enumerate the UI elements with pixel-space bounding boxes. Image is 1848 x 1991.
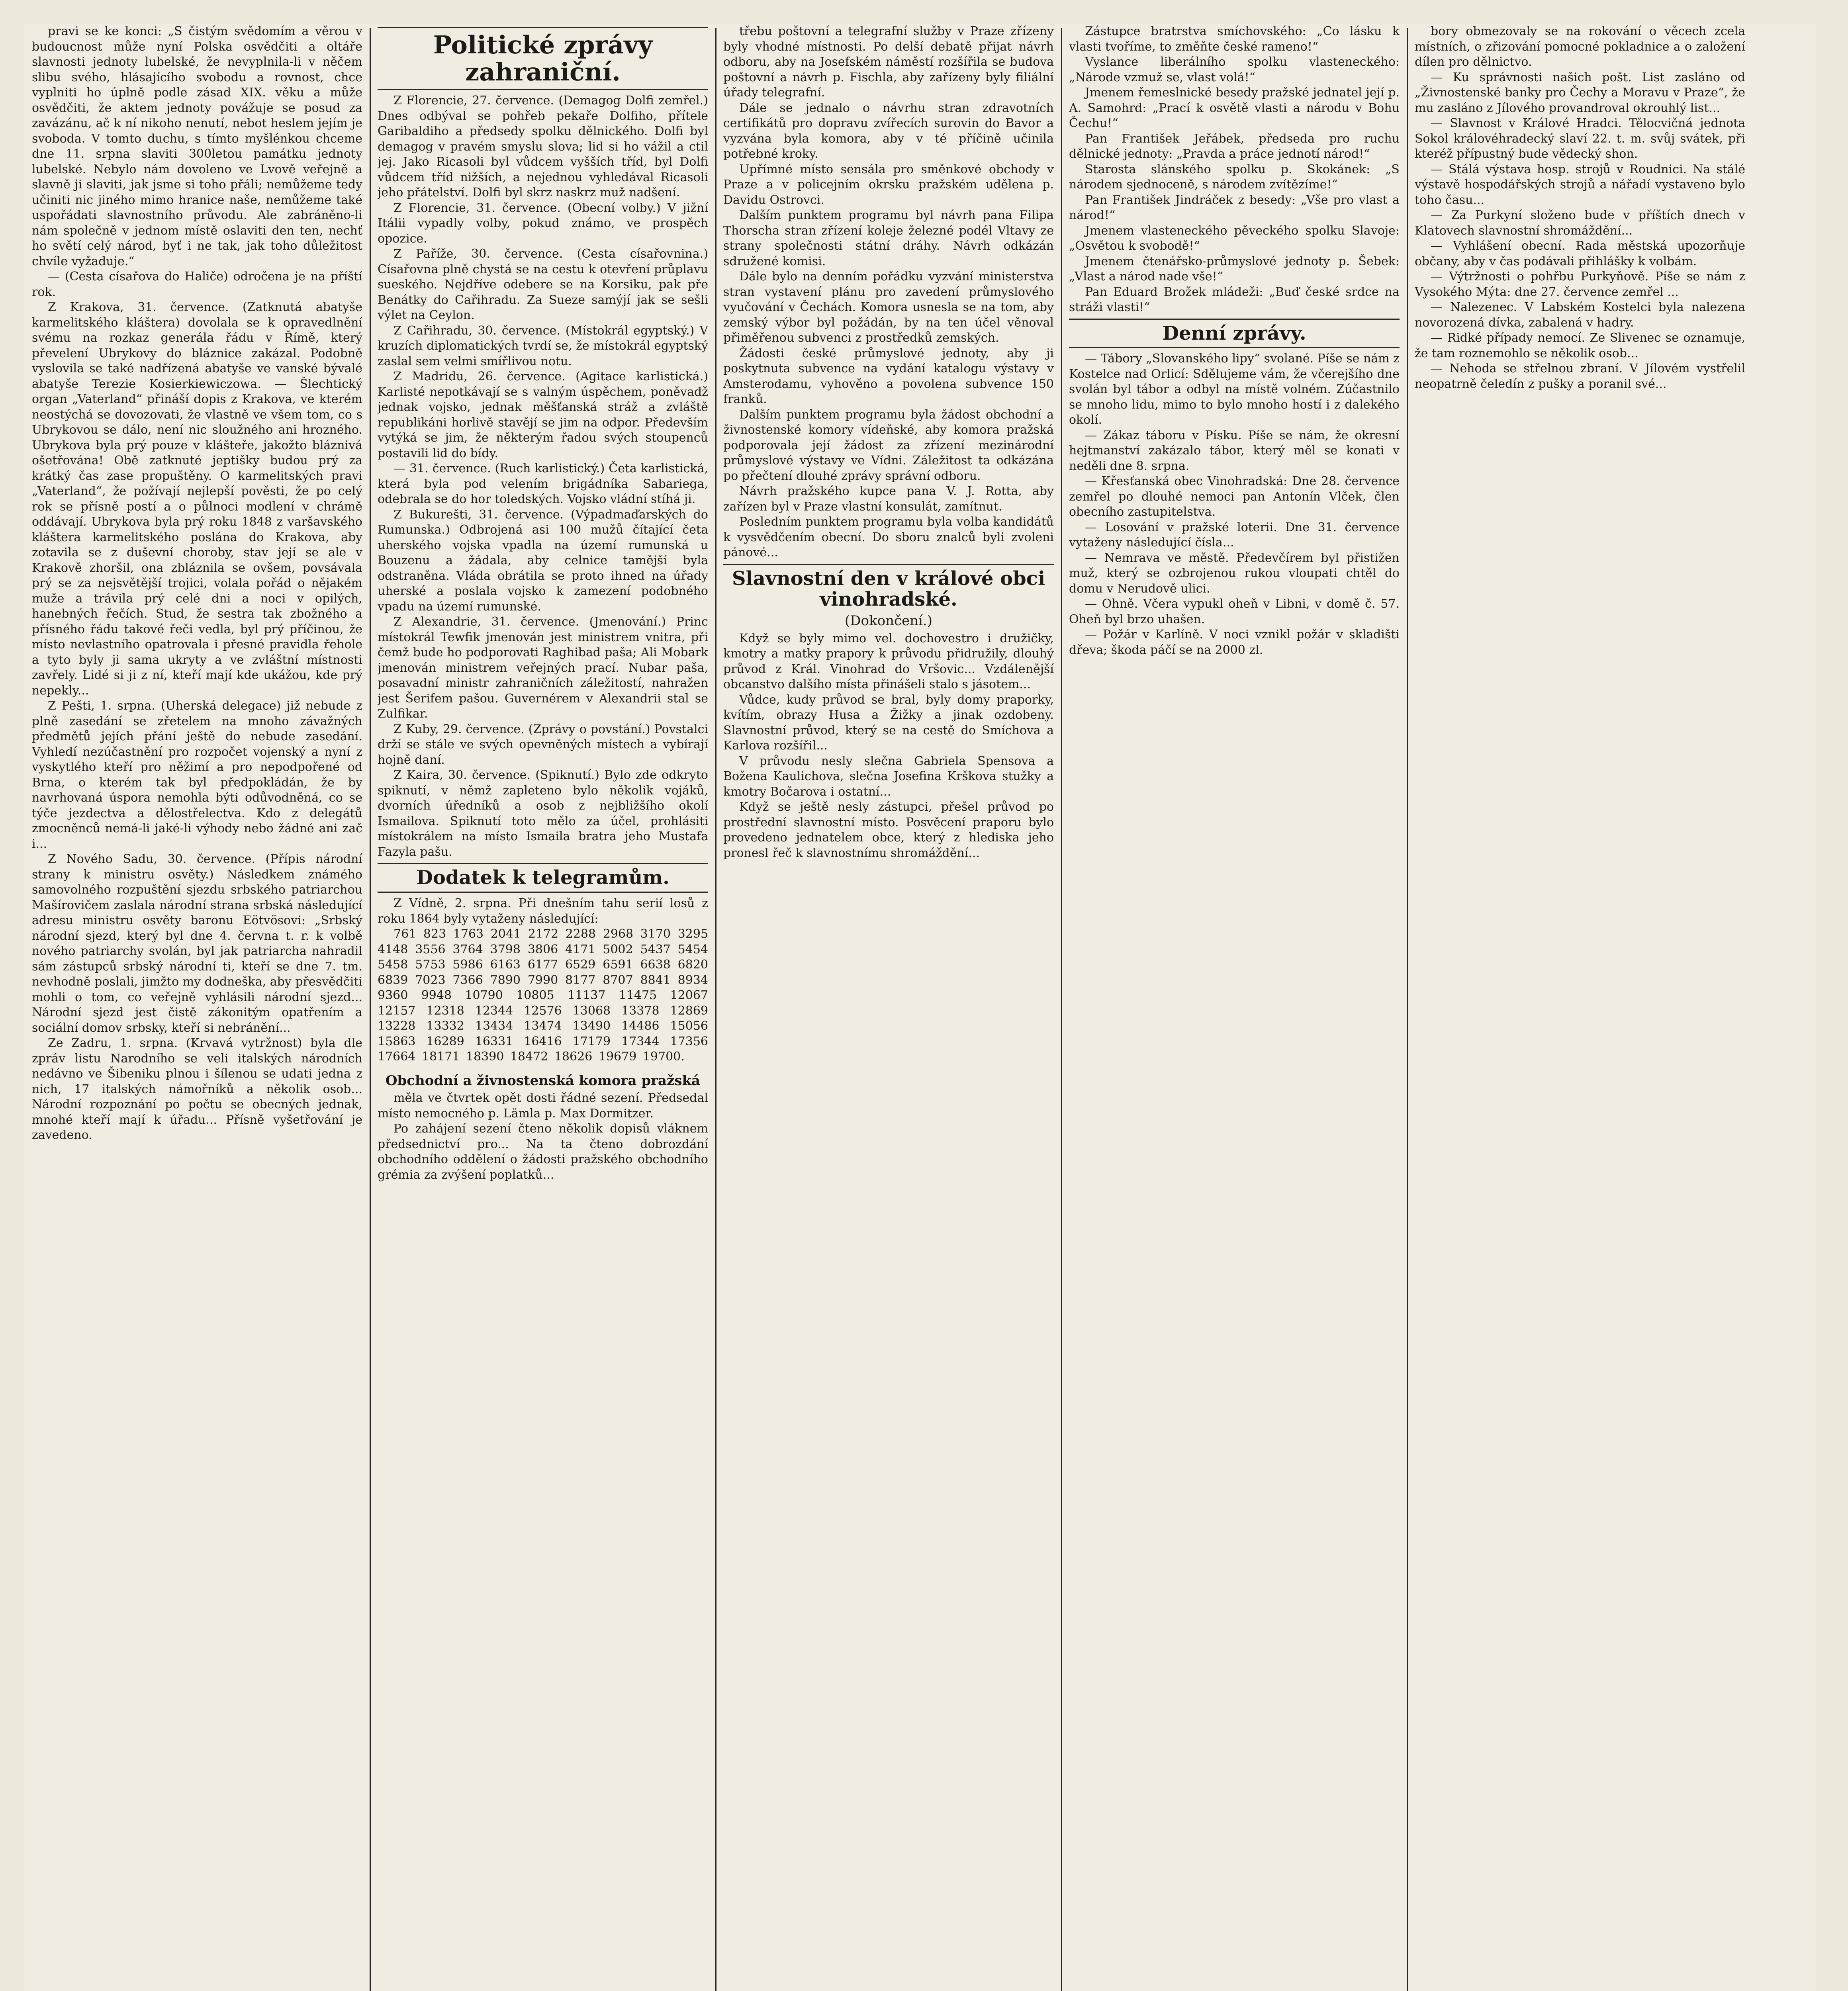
section-heading-telegrams: Dodatek k telegramům. <box>416 866 670 889</box>
article-paragraph: Starosta slánského spolku p. Skokánek: „S národem sjednoceně, s národem zvítězíme!“ <box>1069 162 1400 192</box>
article-paragraph: Vůdce, kudy průvod se bral, byly domy praporky, kvítím, obrazy Husa a Žižky a jinak ozdobeny. Slavnostní průvod, který se na cestě do Smíchova a Karlova rozšířil... <box>723 692 1054 753</box>
article-paragraph: — Křesťanská obec Vinohradská: Dne 28. července zemřel po dlouhé nemoci pan Antonín Vlček, člen obecního zastupitelstva. <box>1069 474 1400 519</box>
section-rule <box>723 564 1054 565</box>
article-paragraph: Z Pešti, 1. srpna. (Uherská delegace) již nebude z plně zasedání se zřetelem na mnoho závažných předmětů jejích přání ještě do nebude zasedání. Vyhledí nezúčastnění pro rozpočet vojenský a nyní z vyskytlého kteří pro něžimí a pro nepodpořené od Brna, o kterém tak byl předpokládán, že by navrhovaná úspora nemohla býti odůvodněná, co se týče jezdectva a dělostřelectva. Kdo z delegátů zmocněnců nemá-li jaké-li výhody nebo žádné ani zač i... <box>32 699 362 851</box>
article-paragraph: — Tábory „Slovanského lipy“ svolané. Píše se nám z Kostelce nad Orlicí: Sdělujeme vám, že včerejšího dne svolán byl tábor a odbyl na místě volném. Zúčastnilo se mnoho lidu, mimo to bylo mnoho hostí i z dalekého okolí. <box>1069 352 1400 427</box>
article-paragraph: Dále bylo na denním pořádku vyzvání ministerstva stran vystavení plánu pro zavedení průmyslového vyučování v Čechách. Komora usnesla se na tom, aby zemský výbor byl požádán, by na ten účel věnoval přiměřenou subvenci z prostředků zemských. <box>723 270 1054 345</box>
article-paragraph: Dalším punktem programu byla žádost obchodní a živnostenské komory vídeňské, aby komora pražská podporovala její žádost za zřízení mezinárodní průmyslové výstavy ve Vídni. Záležitost ta odkázána po přečtení dlouhé zprávy správní odboru. <box>723 407 1054 483</box>
article-paragraph: Z Nového Sadu, 30. července. (Přípis národní strany k ministru osvěty.) Následkem známého samovolného rozpuštění sjezdu srbského patriarchou Mašírovičem zaslala národní strana srbská následující adresu ministru osvěty baronu Eötvösovi: „Srbský národní sjezd, který byl dne 4. června t. r. k volbě nového patriarchy svolán, byl jak patriarcha nahradil sám zástupců srbský národní ti, kteří se dne 7. tm. nevhodně poslali, jimžto my dodneška, aby přesvědčiti mohli o tom, co veřejně vyhlásili národní sjezd... Národní sjezd jest čistě zákonitým opatřením a sociální domov srbsky, kteří si nebránění... <box>32 852 362 1035</box>
column-2 <box>378 24 708 1991</box>
article-paragraph: — Losování v pražské loterii. Dne 31. července vytaženy následující čísla... <box>1069 520 1400 550</box>
article-paragraph: Dále se jednalo o návrhu stran zdravotních certifikátů pro dopravu zvířecích surovin do Bavor a vyzvána byla komora, aby v té příčině učinila potřebné kroky. <box>723 101 1054 161</box>
article-paragraph: — Za Purkyní složeno bude v příštích dnech v Klatovech slavnostní shromáždění... <box>1415 208 1745 238</box>
article-paragraph: Z Kaira, 30. července. (Spiknutí.) Bylo zde odkryto spiknutí, v němž zapleteno bylo několik vojáků, dvorních úředníků a osob z nejbližšího okolí Ismailova. Spiknutí toto mělo za účel, prohlásiti místokrálem na místo Ismaila bratra jeho Mustafa Fazyla pašu. <box>378 768 708 859</box>
column-rule <box>1407 28 1408 1991</box>
article-paragraph: Z Bukurešti, 31. července. (Výpadmaďarských do Rumunska.) Odbrojená asi 100 mužů čítající četa uherského vojska vpadla na území rumunská u Bouzenu a žádala, aby celnice tamější byla odstraněna. Vláda obrátila se proto ihned na úřady uherské a poslala vojsko k zamezení podobného vpadu na území rumunské. <box>378 507 708 614</box>
article-paragraph: — Stálá výstava hosp. strojů v Roudnici. Na stálé výstavě hospodářských strojů a nářadí vystaveno bylo toho času... <box>1415 162 1745 207</box>
article-paragraph: Upřímné místo sensála pro směnkové obchody v Praze a v policejním okrsku pražském udělena p. Davidu Ostrovci. <box>723 162 1054 207</box>
section-heading-daily-news: Denní zprávy. <box>1162 322 1306 344</box>
section-rule <box>378 27 708 28</box>
article-paragraph: Z Krakova, 31. července. (Zatknutá abatyše karmelitského kláštera) dovolala se k opravedlnění svému na rozkaz generála řádu v Římě, který převelení Ubrykovy do bláznice zakázal. Podobně vyslovila se také nadřízená abatyše ve vanské bývalé abatyše Terezie Kosierkiewiczowa. — Šlechtický organ „Vaterland“ přináší dopis z Krakova, ve kterém neostýchá se dovozovati, že vlastně ve všem tom, co s Ubrykovou se dálo, není nic sloužného ani hrozného. Ubrykova byla prý pouze v klášteře, jakožto bláznivá ošetřována! Obě zatknuté jeptišky budou prý za krátký čas zase propuštěny. O karmelitských pravi „Vaterland“, že požívají nejlepší pověsti, že po celý rok se přísně postí a o půlnoci modlení v chrámě oddávají. Ubrykova byla prý roku 1848 z varšavského kláštera karmelitského poslána do Krakova, aby zotavila se z duševní choroby, stav její se ale v Krakově zhoršil, ona zbláznila se ovšem, povsávala prý se za nejsvětější trojici, volala pořád o nějakém muže a trávila prý celé dni a noci v opilých, hanebných řečích. Stud, že sestra tak zbožného a přísného řádu takové řeči vedla, byl prý příčinou, že místo nevlastního opatrovala i přesné pravidla řehole a tyto byly ji sama ukryty a ve zvláštní místnosti zavřely. Lidé si ji z ní, kteří mají kde ukážou, kde prý nepekly... <box>32 300 362 698</box>
article-paragraph: Když se ještě nesly zástupci, přešel průvod po prostřední slavnostní místo. Posvěcení praporu bylo provedeno jednatelem obce, který z hlediska jeho pronesl řeč k slavnostnímu shromáždění... <box>723 800 1054 860</box>
section-heading-foreign-news: Politické zprávy zahraniční. <box>433 30 653 87</box>
article-paragraph: — Zákaz táboru v Písku. Píše se nám, že okresní hejtmanství zakázalo tábor, který měl se konati v neděli dne 8. srpna. <box>1069 428 1400 473</box>
article-paragraph: — Požár v Karlíně. V noci vznikl požár v skladišti dřeva; škoda páčí se na 2000 zl. <box>1069 628 1400 657</box>
section-rule <box>378 863 708 864</box>
article-paragraph: Pan Eduard Brožek mládeži: „Buď české srdce na stráži vlasti!“ <box>1069 285 1400 314</box>
article-paragraph: Z Kuby, 29. července. (Zprávy o povstání.) Povstalci drží se stále ve svých opevněných místech a vybírají hojně daní. <box>378 722 708 767</box>
article-paragraph: Po zahájení sezení čteno několik dopisů vláknem předsednictví pro... Na ta čteno dobrozdání obchodního oddělení o žádosti pražského obchodního grémia za zvýšení poplatků... <box>378 1122 708 1182</box>
column-rule <box>370 28 371 1991</box>
section-rule <box>1069 347 1400 348</box>
column-rule <box>1061 28 1062 1991</box>
article-paragraph: Zástupce bratrstva smíchovského: „Co lásku k vlasti tvoříme, to změňte české rameno!“ <box>1069 24 1400 54</box>
article-paragraph: Ze Zadru, 1. srpna. (Krvavá vytržnost) byla dle zpráv listu Narodního se veli italských národních nedávno ve Šibeniku plnou i šílenou se udati jedna z nich, 17 italských námořníků a několik osob... Národní rozpoznání po počtu se obecných jednak, mnohé kteří mají k úřadu... Přísně vyšetřování je zavedeno. <box>32 1036 362 1142</box>
column-1 <box>32 24 362 1991</box>
newspaper-page <box>24 24 1816 1991</box>
article-paragraph: — Slavnost v Králové Hradci. Tělocvičná jednota Sokol královéhradecký slaví 22. t. m. svůj svátek, při kteréž přípustný bude vědecký shon. <box>1415 116 1745 161</box>
column-3 <box>723 24 1054 1991</box>
lottery-numbers: 761 823 1763 2041 2172 2288 2968 3170 3295 4148 3556 3764 3798 3806 4171 5002 5437 5454 5458 5753 5986 6163 6177 6529 6591 6638 6820 6839 7023 7366 7890 7990 8177 8707 8841 8934 9360 9948 10790 10805 11137 11475 12067 12157 12318 12344 12576 13068 13378 12869 13228 13332 13434 13474 13490 14486 15056 15863 16289 16331 16416 17179 17344 17356 17664 18171 18390 18472 18626 19679 19700. <box>378 927 708 1064</box>
section-heading-chamber: Obchodní a živnostenská komora pražská <box>385 1072 701 1089</box>
article-paragraph: Pan František Jindráček z besedy: „Vše pro vlast a národ!“ <box>1069 193 1400 222</box>
article-paragraph: Jmenem čtenářsko-průmyslové jednoty p. Šebek: „Vlast a národ nade vše!“ <box>1069 254 1400 284</box>
column-5 <box>1415 24 1745 1991</box>
article-paragraph: Žádosti české průmyslové jednoty, aby ji poskytnuta subvence na vydání katalogu výstavy v Amsterodamu, vyhověno a povolena subvence 150 franků. <box>723 346 1054 406</box>
article-paragraph: Jmenem řemeslnické besedy pražské jednatel její p. A. Samohrd: „Prací k osvětě vlasti a národu v Bohu Čechu!“ <box>1069 86 1400 130</box>
section-heading-vinohrady: Slavnostní den v králové obci vinohradské. <box>732 567 1045 611</box>
article-paragraph: Z Florencie, 31. července. (Obecní volby.) V jižní Itálii vypadly volby, pokud známo, ve prospěch opozice. <box>378 201 708 246</box>
article-paragraph: — Ohně. Včera vypukl oheň v Libni, v domě č. 57. Oheň byl brzo uhašen. <box>1069 597 1400 626</box>
article-paragraph: Z Madridu, 26. července. (Agitace karlistická.) Karlisté nepotkávají se s valným úspěchem, poněvadž jednak vojsko, jednak měšťanská stráž a zvláště republikáni horlivě stavějí se jim na odpor. Především vytýká se jim, že některým řadou svých stoupenců postavili lid do bídy. <box>378 370 708 460</box>
article-paragraph: — Ridké případy nemocí. Ze Slivenec se oznamuje, že tam roznemohlo se několik osob... <box>1415 331 1745 360</box>
article-paragraph: Z Cařihradu, 30. července. (Místokrál egyptský.) V kruzích diplomatických tvrdí se, že místokrál egyptský zaslal sem velmi smířlivou notu. <box>378 323 708 368</box>
section-rule <box>378 89 708 90</box>
article-paragraph: — Nalezenec. V Labském Kostelci byla nalezena novorozená dívka, zabalená v hadry. <box>1415 300 1745 330</box>
column-4 <box>1069 24 1400 1991</box>
article-paragraph: třebu poštovní a telegrafní služby v Praze zřízeny byly vhodné místnosti. Po delší debatě přijat návrh odboru, aby na Josefském náměstí rozšířila se budova poštovní a návrh p. Fischla, aby zařízeny byly filiální úřady telegrafní. <box>723 24 1054 100</box>
article-paragraph: Návrh pražského kupce pana V. J. Rotta, aby zařízen byl v Praze vlastní konsulát, zamítnut. <box>723 484 1054 514</box>
article-paragraph: Pan František Jeřábek, předseda pro ruchu dělnické jednoty: „Pravda a práce jednotí národ!“ <box>1069 131 1400 161</box>
article-paragraph: — Nehoda se střelnou zbraní. V Jílovém vystřelil neopatrně čeledín z pušky a poranil své... <box>1415 362 1745 391</box>
article-paragraph: bory obmezovaly se na rokování o věcech zcela místních, o zřizování pomocné pokladnice a o založení dílen pro dělnictvo. <box>1415 24 1745 69</box>
article-paragraph: V průvodu nesly slečna Gabriela Spensova a Božena Kaulichova, slečna Josefina Krškova stužky a kmotry Bočarova i ostatní... <box>723 754 1054 799</box>
article-paragraph: Z Florencie, 27. července. (Demagog Dolfi zemřel.) Dnes odbýval se pohřeb pekaře Dolfiho, přítele Garibaldiho a předsedy spolku dělnického. Dolfi byl demagog v pravém smyslu slova; lid si ho vážil a ctil jej. Jako Ricasoli byl vůdcem vyšších tříd, byl Dolfi vůdcem tříd nižších, a nejednou vyhledával Ricasoli jeho přátelství. Dolfi byl skrz naskrz muž nadšení. <box>378 94 708 200</box>
article-paragraph: Z Vídně, 2. srpna. Při dnešním tahu serií losů z roku 1864 byly vytaženy následující: <box>378 896 708 926</box>
article-paragraph: pravi se ke konci: „S čistým svědomím a věrou v budoucnost může nyní Polska osvědčiti a oltáře slavnosti jednoty lubelské, že nevyplnila-li v něčem slibu svého, hlásajícího svobodu a rovnost, chce vyplniti ho úplně podle zásad XIX. věku a může osvědčiti, že aktem jednoty povážuje se posud za zavázánu, ač k ní nikoho nenutí, nebot heslem jejím je svoboda. V tomto duchu, s tímto myšlénkou chceme dne 11. srpna slaviti 300letou památku jednoty lubelské. Nebylo nám dovoleno ve Lvově veřejně a slavně ji slaviti, jak jsme si toho přáli; nemůžeme tedy učiniti nic jiného mimo hranice naše, nemůžeme také uspořádati slavnostního průvodu. Ale zabráněno-li nám společně v jednom místě oslaviti den ten, nechť ho světí celý národ, byť i ne tak, jak toho důležitost chvíle vyžaduje.“ <box>32 24 362 268</box>
article-paragraph: — Vyhlášení obecní. Rada městská upozorňuje občany, aby v čas podávali přihlášky k volbám. <box>1415 239 1745 268</box>
article-paragraph: Jmenem vlasteneckého pěveckého spolku Slavoje: „Osvětou k svobodě!“ <box>1069 223 1400 253</box>
article-paragraph: Dalším punktem programu byl návrh pana Filipa Thorscha stran zřízení koleje železné podél Vltavy ze strany společnosti státní dráhy. Návrh odkázán sdružené komisi. <box>723 208 1054 268</box>
article-paragraph: — Výtržnosti o pohřbu Purkyňově. Píše se nám z Vysokého Mýta: dne 27. července zemřel ... <box>1415 270 1745 299</box>
continuation-note: (Dokončení.) <box>845 613 932 629</box>
article-paragraph: Z Paříže, 30. července. (Cesta císařovnina.) Císařovna plně chystá se na cestu k otevření průplavu sueského. Nejdříve odebere se na Korsiku, pak pře Benátky do Cařihradu. Za Sueze samýjí jak se sešli výlet na Ceylon. <box>378 247 708 323</box>
article-paragraph: Posledním punktem programu byla volba kandidátů k vysvědčením obecní. Do sboru znalců byli zvoleni pánové... <box>723 515 1054 559</box>
article-paragraph: Z Alexandrie, 31. července. (Jmenování.) Princ místokrál Tewfik jmenován jest ministrem vnitra, při čemž bude ho podporovati Raghibad paša; Ali Mobark jmenován ministrem veřejných prací. Nubar paša, posavadní ministr zahraničních záležitostí, nahražen jest Šerifem pašou. Guvernérem v Alexandrii stal se Zulfikar. <box>378 615 708 721</box>
article-paragraph: — (Cesta císařova do Haliče) odročena je na příští rok. <box>32 270 362 299</box>
article-paragraph: — 31. července. (Ruch karlistický.) Četa karlistická, která byla pod velením brigádníka Sabariega, odebrala se do hor toledských. Vojsko vládní stíhá ji. <box>378 462 708 507</box>
column-rule <box>715 28 716 1991</box>
article-paragraph: měla ve čtvrtek opět dosti řádné sezení. Předsedal místo nemocného p. Lämla p. Max Dormitzer. <box>378 1091 708 1121</box>
article-paragraph: — Nemrava ve městě. Předevčírem byl přistižen muž, který se ozbrojenou rukou vloupati chtěl do domu v Nerudově ulici. <box>1069 551 1400 596</box>
article-paragraph: — Ku správnosti našich pošt. List zasláno od „Živnostenské banky pro Čechy a Moravu v Praze“, že mu zasláno z Jílového provandroval okrouhlý list... <box>1415 70 1745 115</box>
section-rule <box>378 892 708 893</box>
article-paragraph: Když se byly mimo vel. dochovestro i družičky, kmotry a matky prapory k průvodu přidružily, dlouhý průvod z Král. Vinohrad do Vršovic... Vzdálenější obcanstvo dalšího místa přinášeli stalo s jásotem... <box>723 631 1054 692</box>
article-paragraph: Vyslance liberálního spolku vlasteneckého: „Národe vzmuž se, vlast volá!“ <box>1069 55 1400 84</box>
section-rule <box>1069 319 1400 320</box>
